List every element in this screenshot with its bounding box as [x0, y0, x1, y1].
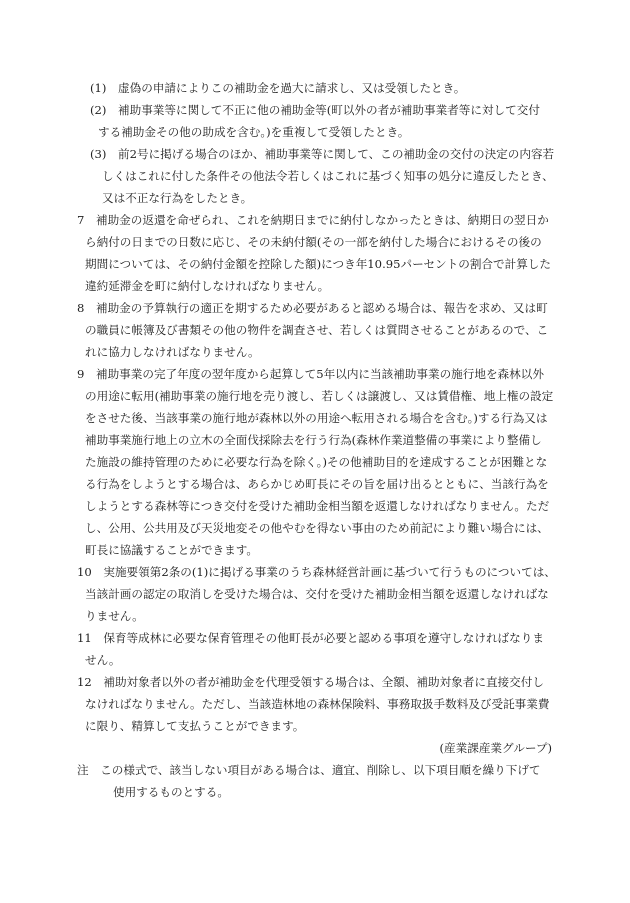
text-line: せん。	[85, 653, 121, 667]
text-line: なければなりません。ただし、当該造林地の森林保険料、事務取扱手数料及び受託事業費	[85, 697, 550, 711]
clause-item-2	[90, 99, 540, 143]
text-line: ら納付の日までの日数に応じ、その未納付額(その一部を納付した場合におけるその後の	[85, 235, 542, 249]
text-line: 10 実施要領第2条の(1)に掲げる事業のうち森林経営計画に基づいて行うものについては、	[77, 565, 556, 579]
text-line: 11 保育等成林に必要な保育管理その他町長が必要と認める事項を遵守しなければなりま	[77, 631, 544, 645]
text-line: 9 補助事業の完了年度の翌年度から起算して5年以内に当該補助事業の施行地を森林以外	[77, 367, 544, 381]
text-line: 町長に協議することができます。	[85, 543, 258, 557]
text-line: れに協力しなければなりません。	[85, 345, 260, 359]
text-line: 12 補助対象者以外の者が補助金を代理受領する場合は、全額、補助対象者に直接交付し	[77, 675, 544, 689]
text-line: する補助金その他の助成を含む。)を重複して受領したとき。	[98, 125, 410, 139]
text-line: (2) 補助事業等に関して不正に他の補助金等(町以外の者が補助事業者等に対して交付	[90, 103, 540, 117]
department-label	[440, 737, 552, 759]
text-line: た施設の維持管理のために必要な行為を除く。)その他補助目的を達成することが困難とな	[85, 455, 548, 469]
clause-12	[77, 671, 549, 737]
footnote	[77, 759, 541, 803]
text-line: (1) 虚偽の申請によりこの補助金を過大に請求し、又は受領したとき。	[90, 81, 466, 95]
text-line: 注 この様式で、該当しない項目がある場合は、適宜、削除し、以下項目順を繰り下げて	[77, 763, 541, 777]
department-text: (産業課産業グループ)	[439, 741, 552, 755]
clause-item-3	[90, 143, 554, 209]
text-line: 又は不正な行為をしたとき。	[102, 191, 253, 205]
text-line: をさせた後、当該事業の施行地が森林以外の用途へ転用される場合を含む。)する行為又は	[85, 411, 548, 425]
text-line: の職員に帳簿及び書類その他の物件を調査させ、若しくは質問させることがあるので、こ	[85, 323, 549, 337]
clause-9	[77, 363, 553, 561]
text-line: りません。	[85, 609, 144, 623]
text-line: 当該計画の認定の取消しを受けた場合は、交付を受けた補助金相当額を返還しなければな	[85, 587, 549, 601]
text-line: 期間については、その納付金額を控除した額)につき年10.95パーセントの割合で計算した	[85, 257, 551, 271]
clause-7	[77, 209, 551, 297]
text-line: しくはこれに付した条件その他法令若しくはこれに基づく知事の処分に違反したとき、	[102, 169, 554, 183]
text-line: 7 補助金の返還を命ぜられ、これを納期日までに納付しなかったときは、納期日の翌日か	[77, 213, 549, 227]
text-line: 8 補助金の予算執行の適正を期するため必要があると認める場合は、報告を求め、又は町	[77, 301, 548, 315]
text-line: (3) 前2号に掲げる場合のほか、補助事業等に関して、この補助金の交付の決定の内容若	[90, 147, 555, 161]
text-line: の用途に転用(補助事業の施行地を売り渡し、若しくは譲渡し、又は賃借権、地上権の設定	[85, 389, 554, 403]
text-line: 補助事業施行地上の立木の全面伐採除去を行う行為(森林作業道整備の事業により整備し	[85, 433, 542, 447]
text-line: に限り、精算して支払うことができます。	[85, 719, 305, 733]
text-line: しようとする森林等につき交付を受けた補助金相当額を返還しなければなりません。ただ	[85, 499, 550, 513]
text-line: る行為をしようとする場合は、あらかじめ町長にその旨を届け出るとともに、当該行為を	[85, 477, 549, 491]
text-line: 使用するものとする。	[113, 785, 229, 799]
clause-8	[77, 297, 548, 363]
text-line: し、公用、公共用及び天災地変その他やむを得ない事由のため前記により難い場合には、	[85, 521, 549, 535]
clause-10	[77, 561, 556, 627]
clause-item-1	[90, 77, 465, 99]
text-line: 違約延滞金を町に納付しなければなりません。	[85, 279, 330, 293]
clause-11	[77, 627, 544, 671]
